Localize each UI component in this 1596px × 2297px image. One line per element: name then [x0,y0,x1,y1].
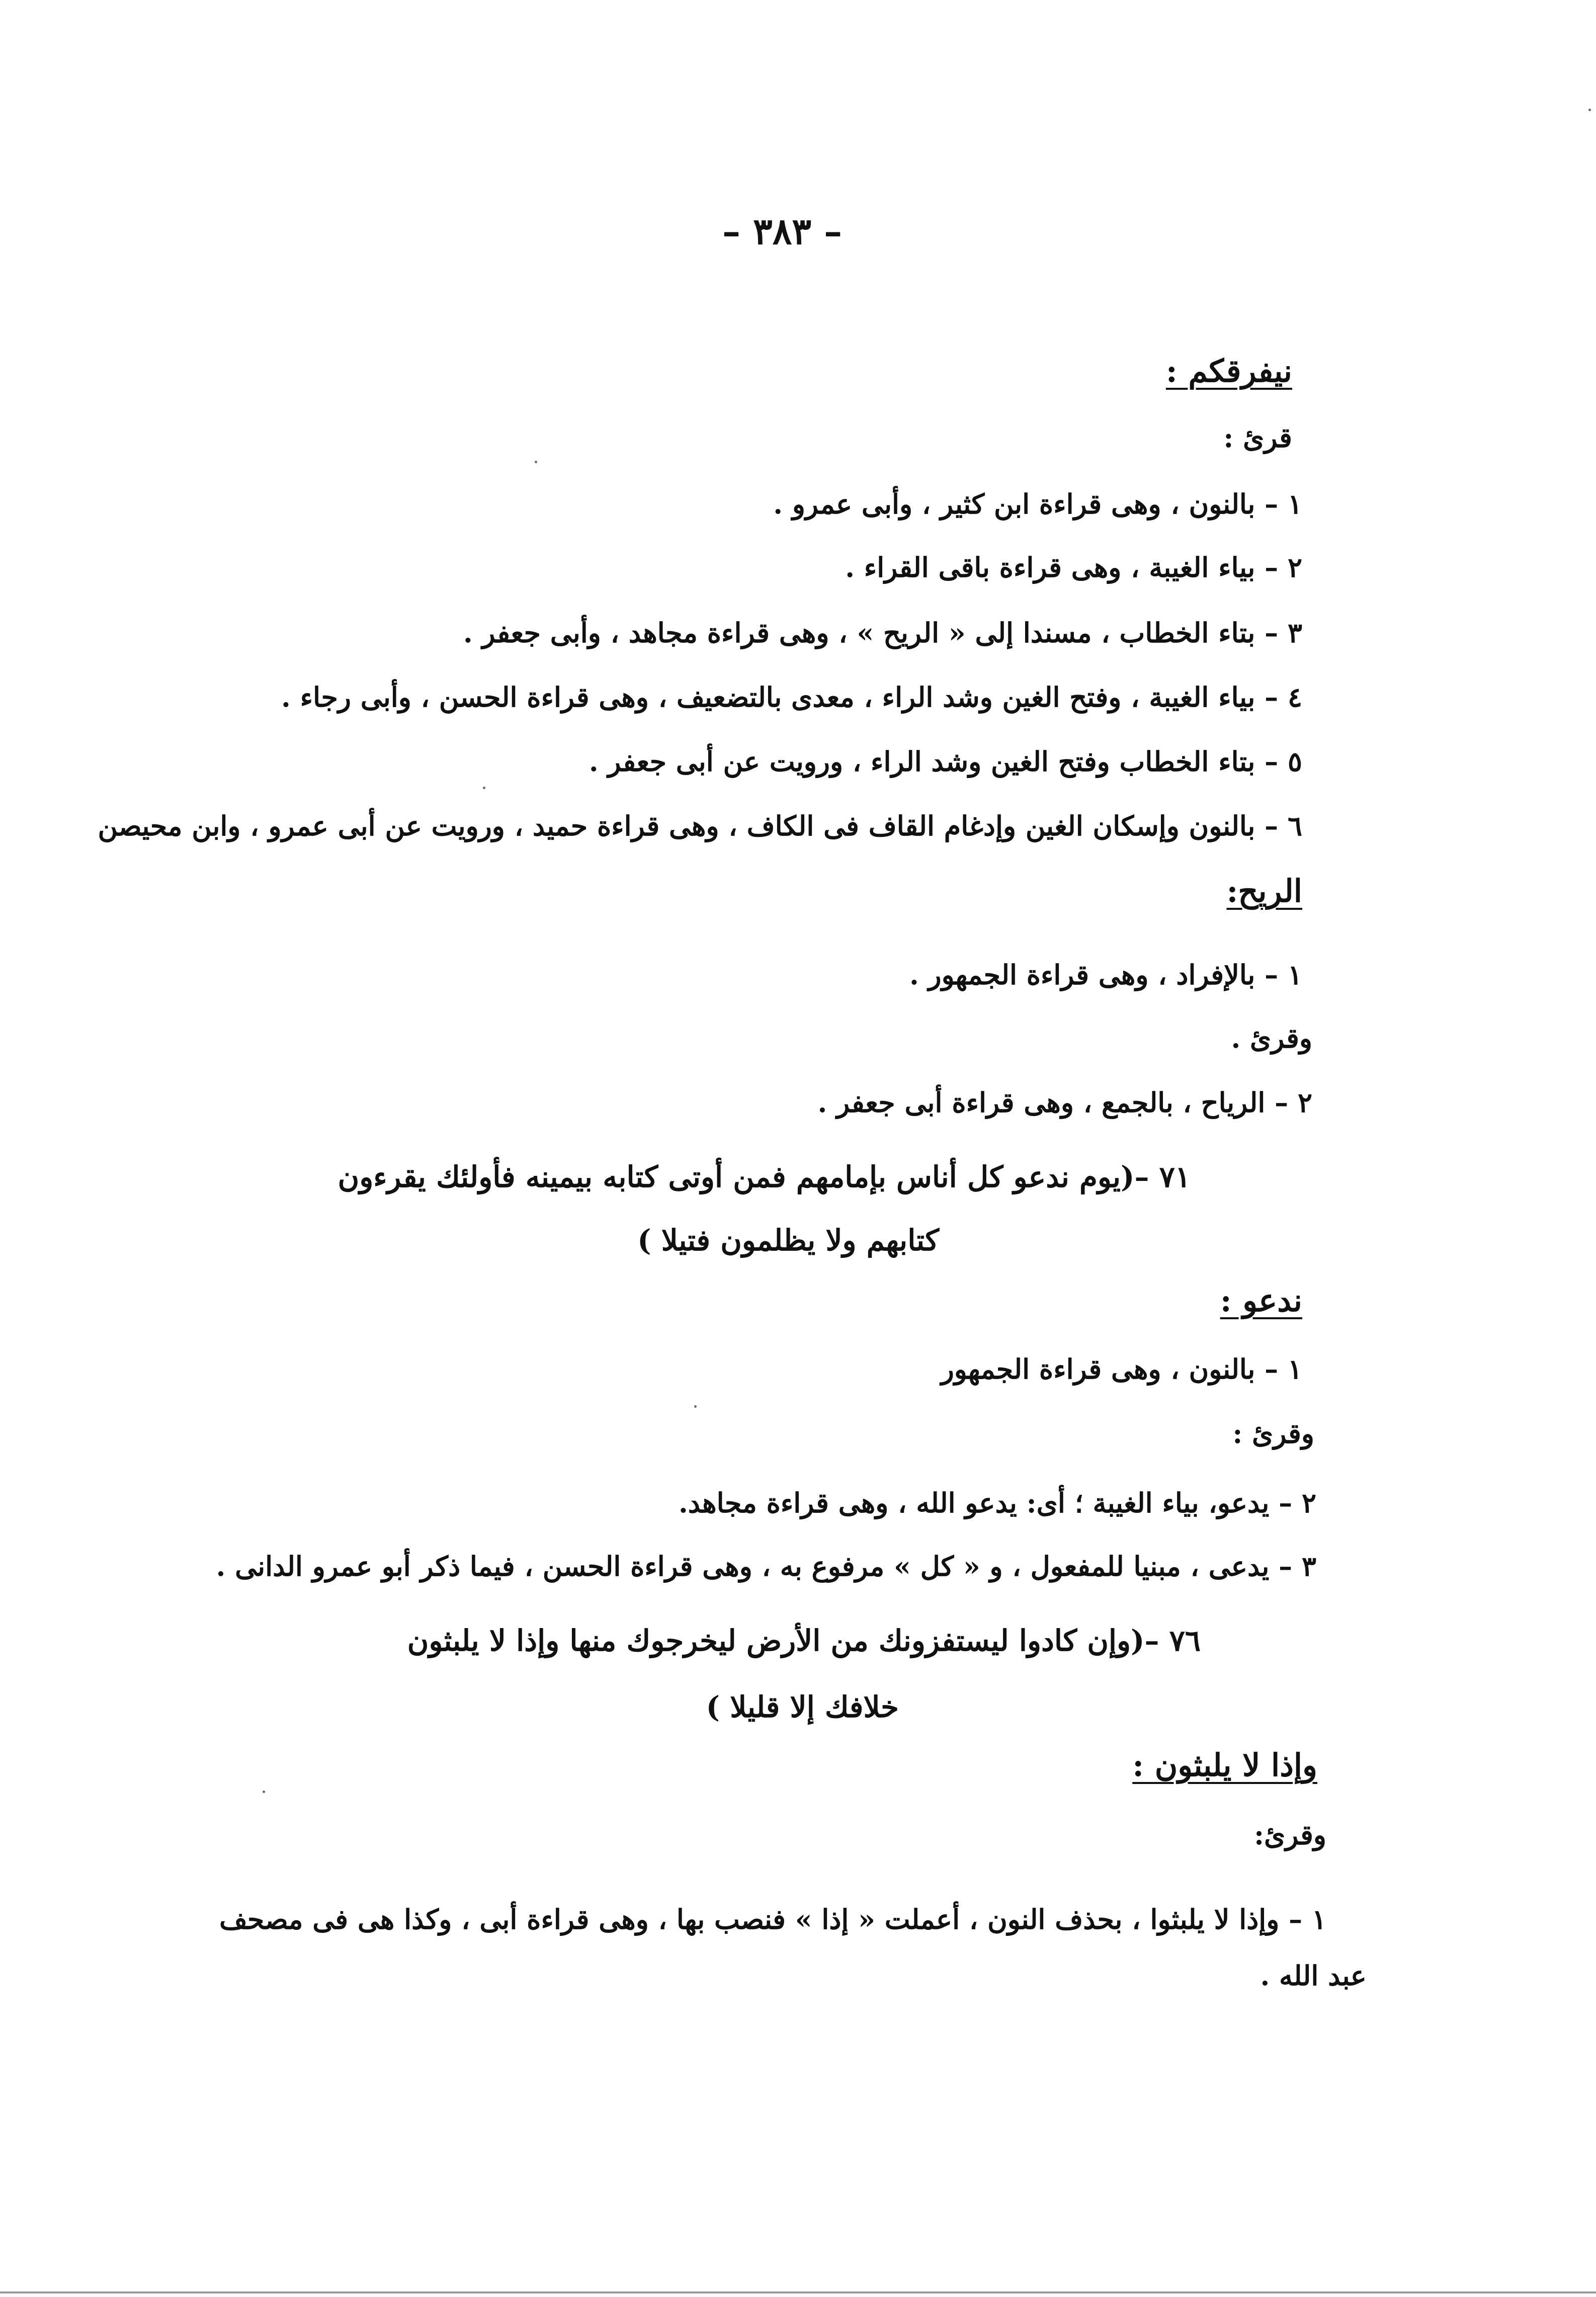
section-heading-alrih: الريح: [1226,873,1302,909]
section-heading-wa-idhan-la-yalbathun: وإذا لا يلبثون : [1132,1747,1317,1783]
section-intro: وقرئ: [1254,1819,1326,1851]
verse-76-line-2: خلافك إلا قليلا ) [706,1690,899,1724]
reading-item: ١ – بالنون ، وهى قراءة الجمهور [941,1353,1302,1385]
page-bottom-border [0,2291,1596,2293]
verse-71-line-1: ٧١ –(يوم ندعو كل أناس بإمامهم فمن أوتى كتابه بيمينه فأولئك يقرءون [338,1160,1191,1194]
reading-item: ٣ – يدعى ، مبنيا للمفعول ، و « كل » مرفوع به ، وهى قراءة الحسن ، فيما ذكر أبو عمرو الدانى . [216,1550,1316,1582]
reading-item: ١ – وإذا لا يلبثوا ، بحذف النون ، أعملت « إذا » فنصب بها ، وهى قراءة أبى ، وكذا هى فى مصحف [219,1903,1326,1935]
verse-76-line-1: ٧٦ –(وإن كادوا ليستفزونك من الأرض ليخرجوك منها وإذا لا يلبثون [407,1624,1201,1658]
scan-speck [263,1791,265,1793]
reading-item: ٢ – الرياح ، بالجمع ، وهى قراءة أبى جعفر . [817,1086,1312,1119]
reading-item: ٦ – بالنون وإسكان الغين وإدغام القاف فى الكاف ، وهى قراءة حميد ، ورويت عن أبى عمرو ، وابن محيصن [98,810,1302,842]
reading-item: ٢ – يدعو، بياء الغيبة ؛ أى: يدعو الله ، وهى قراءة مجاهد. [678,1487,1316,1519]
scan-speck [535,461,537,463]
reading-item: ٥ – بتاء الخطاب وفتح الغين وشد الراء ، ورويت عن أبى جعفر . [589,745,1302,778]
verse-71-line-2: كتابهم ولا يظلمون فتيلا ) [637,1223,939,1257]
reading-item: ١ – بالإفراد ، وهى قراءة الجمهور . [909,959,1302,991]
section-heading-nadu: ندعو : [1220,1282,1302,1319]
section-intro: وقرئ : [1232,1417,1314,1450]
scan-speck [694,1405,697,1408]
reading-item-continuation: عبد الله . [1260,1960,1367,1992]
section-intro: وقرئ . [1231,1022,1312,1054]
scan-speck [1588,109,1591,111]
reading-item: ٣ – بتاء الخطاب ، مسندا إلى « الريح » ، وهى قراءة مجاهد ، وأبى جعفر . [463,617,1302,649]
reading-item: ١ – بالنون ، وهى قراءة ابن كثير ، وأبى عمرو . [773,488,1302,520]
section-intro: قرئ : [1223,421,1292,454]
reading-item: ٤ – بياء الغيبة ، وفتح الغين وشد الراء ، معدى بالتضعيف ، وهى قراءة الحسن ، وأبى رجاء . [281,681,1302,713]
scan-speck [483,787,485,789]
section-heading-yufarriqakum: نيفرقكم : [1165,353,1292,389]
page-number: – ٣٨٣ – [722,210,843,252]
reading-item: ٢ – بياء الغيبة ، وهى قراءة باقى القراء . [845,551,1302,583]
